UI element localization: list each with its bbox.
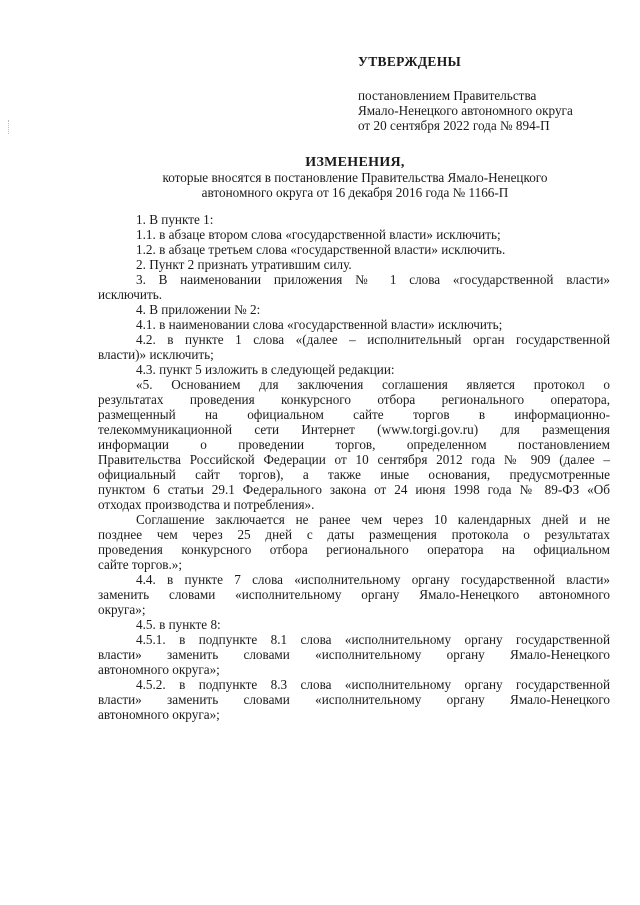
paragraph: [98, 272, 610, 302]
document-body: [98, 212, 610, 722]
document-title-block: [100, 155, 610, 200]
text-line: результатах проведения конкурсного отбора регионального оператора,: [98, 392, 610, 407]
paragraph: [98, 572, 610, 617]
document-subtitle-line: которые вносятся в постановление Правительства Ямало-Ненецкого: [162, 170, 548, 185]
quoted-paragraph: [98, 377, 610, 512]
paragraph: 4.3. пункт 5 изложить в следующей редакции:: [136, 362, 395, 377]
paragraph: 1. В пункте 1:: [136, 212, 214, 227]
text-line: размещенный на официальном сайте торгов в информационно-: [98, 407, 610, 422]
text-line: пунктом 6 статьи 29.1 Федерального закона от 24 июня 1998 года № 89-ФЗ «Об: [98, 482, 610, 497]
paragraph: [98, 677, 610, 722]
text-line: власти» заменить словами «исполнительному органу Ямало-Ненецкого: [98, 647, 610, 662]
approval-line: от 20 сентября 2022 года № 894-П: [358, 118, 550, 133]
text-line: власти)» исключить;: [98, 347, 214, 362]
text-line: 4.4. в пункте 7 слова «исполнительному органу государственной власти»: [136, 572, 610, 587]
text-line: проведения конкурсного отбора регионального оператора на официальном: [98, 542, 610, 557]
paragraph: 1.1. в абзаце втором слова «государственной власти» исключить;: [136, 227, 501, 242]
text-line: автономного округа»;: [98, 707, 220, 722]
paragraph: 4.5. в пункте 8:: [136, 617, 221, 632]
text-line: Соглашение заключается не ранее чем через 10 календарных дней и не: [136, 512, 610, 527]
text-line: 4.5.2. в подпункте 8.3 слова «исполнительному органу государственной: [136, 677, 610, 692]
text-line: «5. Основанием для заключения соглашения является протокол о: [136, 377, 610, 392]
quoted-paragraph: [98, 512, 610, 572]
text-line: округа»;: [98, 602, 146, 617]
document-title: ИЗМЕНЕНИЯ,: [305, 155, 405, 170]
approval-line: Ямало-Ненецкого автономного округа: [358, 103, 573, 118]
text-line: позднее чем через 25 дней с даты размещения протокола о результатах: [98, 527, 610, 542]
scan-margin-mark: [8, 120, 11, 134]
paragraph: [98, 332, 610, 362]
paragraph: 1.2. в абзаце третьем слова «государственной власти» исключить.: [136, 242, 506, 257]
paragraph: [98, 632, 610, 677]
text-line: официальный сайт торгов), а также иные основания, предусмотренные: [98, 467, 610, 482]
document-subtitle-line: автономного округа от 16 декабря 2016 года № 1166-П: [201, 185, 509, 200]
text-line: 4.5.1. в подпункте 8.1 слова «исполнительному органу государственной: [136, 632, 610, 647]
text-line: власти» заменить словами «исполнительному органу Ямало-Ненецкого: [98, 692, 610, 707]
paragraph: 4.1. в наименовании слова «государственной власти» исключить;: [136, 317, 503, 332]
approval-heading: УТВЕРЖДЕНЫ: [358, 54, 462, 69]
approval-line: постановлением Правительства: [358, 88, 537, 103]
text-line: 4.2. в пункте 1 слова «(далее – исполнительный орган государственной: [136, 332, 610, 347]
approval-block: [358, 54, 628, 133]
text-line: отходах производства и потребления».: [98, 497, 315, 512]
paragraph: 4. В приложении № 2:: [136, 302, 261, 317]
text-line: автономного округа»;: [98, 662, 220, 677]
text-line: телекоммуникационной сети Интернет (www.torgi.gov.ru) для размещения: [98, 422, 610, 437]
text-line: заменить словами «исполнительному органу Ямало-Ненецкого автономного: [98, 587, 610, 602]
paragraph: 2. Пункт 2 признать утратившим силу.: [136, 257, 352, 272]
text-line: сайте торгов.»;: [98, 557, 183, 572]
text-line: информации о проведении торгов, определенном постановлением: [98, 437, 610, 452]
text-line: Правительства Российской Федерации от 10 сентября 2012 года № 909 (далее –: [98, 452, 610, 467]
text-line: исключить.: [98, 287, 163, 302]
text-line: 3. В наименовании приложения № 1 слова «государственной власти»: [136, 272, 610, 287]
